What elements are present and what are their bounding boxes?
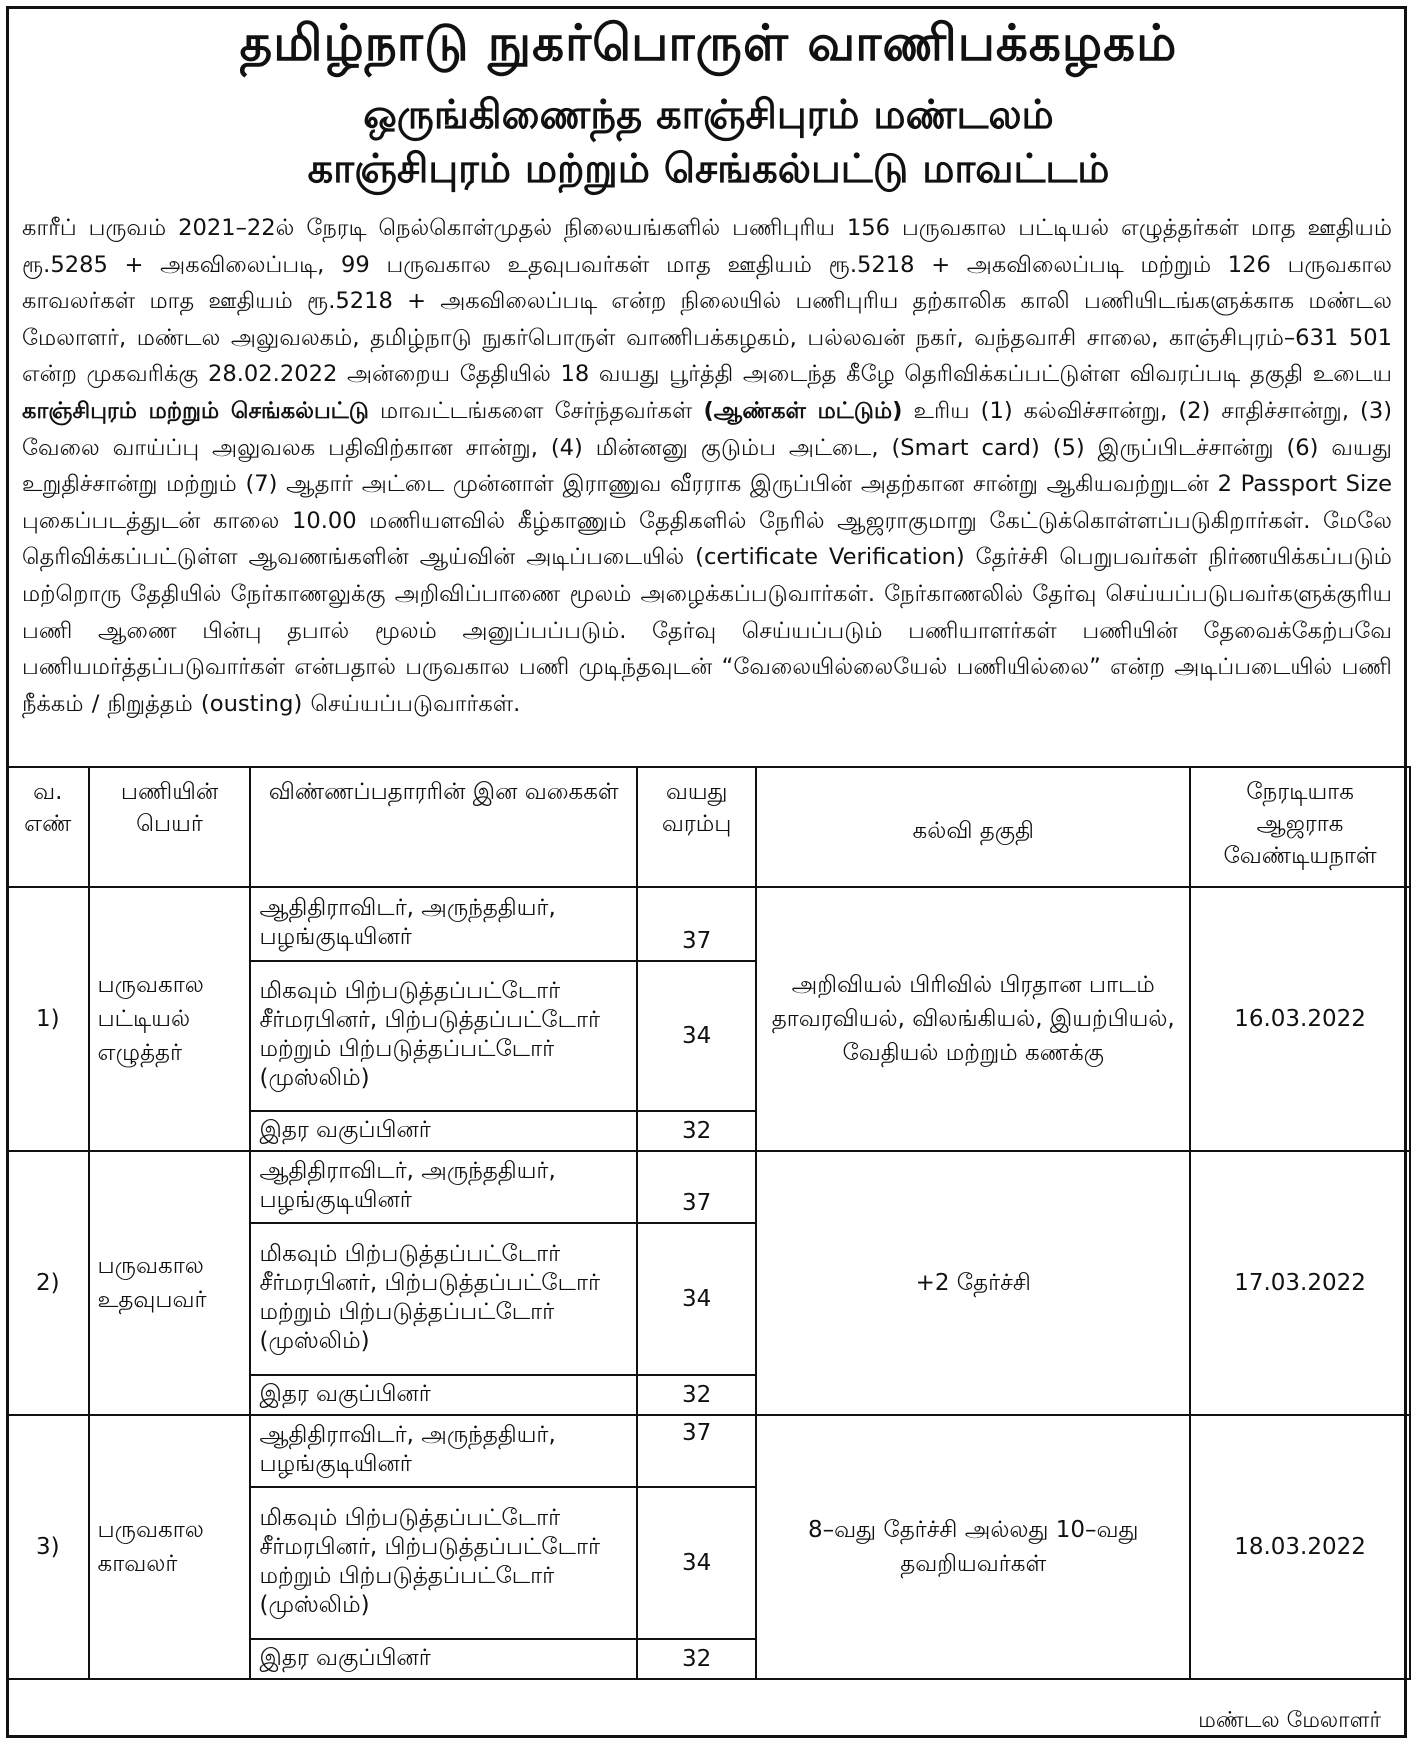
age-cell: 37 xyxy=(637,1415,756,1487)
age-cell: 34 xyxy=(637,1223,756,1375)
header-post: பணியின் பெயர் xyxy=(89,767,251,887)
row-sno: 1) xyxy=(7,887,89,1151)
category-cell: ஆதிதிராவிடர், அருந்ததியர், பழங்குடியினர் xyxy=(250,887,637,961)
row-date: 17.03.2022 xyxy=(1190,1151,1410,1415)
table-row xyxy=(7,1415,1410,1487)
row-post: பருவகால காவலர் xyxy=(89,1415,251,1679)
header-sno: வ. எண் xyxy=(7,767,89,887)
header-age: வயது வரம்பு xyxy=(637,767,756,887)
paragraph-part-2: மாவட்டங்களை சேர்ந்தவர்கள் xyxy=(379,397,693,424)
signature-designation: மண்டல மேலாளர் xyxy=(1198,1708,1381,1733)
paragraph-bold-men-only: (ஆண்கள் மட்டும்) xyxy=(703,397,903,424)
age-cell: 32 xyxy=(637,1111,756,1151)
category-cell: இதர வகுப்பினர் xyxy=(250,1111,637,1151)
age-cell: 37 xyxy=(637,887,756,961)
notice-paragraph xyxy=(22,210,1392,722)
category-cell: ஆதிதிராவிடர், அருந்ததியர், பழங்குடியினர் xyxy=(250,1151,637,1223)
category-cell: மிகவும் பிற்படுத்தப்பட்டோர் சீர்மரபினர், பிற்படுத்தப்பட்டோர் மற்றும் பிற்படுத்தப்பட்டோர் (முஸ்லிம்) xyxy=(250,961,637,1111)
paragraph-part-1: காரீப் பருவம் 2021–22ல் நேரடி நெல்கொள்முதல் நிலையங்களில் பணிபுரிய 156 பருவகால பட்டியல் எழுத்தர்கள் மாத ஊதியம் ரூ.5285 + அகவிலைப்படி, 99 பருவகால உதவுபவர்கள் மாத ஊதியம் ரூ.5218 + அகவிலைப்படி மற்றும் 126 பருவகால காவலர்கள் மாத ஊதியம் ரூ.5218 + அகவிலைப்படி என்ற நிலையில் பணிபுரிய தற்காலிக காலி பணியிடங்களுக்காக மண்டல மேலாளர், மண்டல அலுவலகம், தமிழ்நாடு நுகர்பொருள் வாணிபக்கழகம், பல்லவன் நகர், வந்தவாசி சாலை, காஞ்சிபுரம்–631 501 என்ற முகவரிக்கு 28.02.2022 அன்றைய தேதியில் 18 வயது பூர்த்தி அடைந்த கீழே தெரிவிக்கப்பட்டுள்ள விவரப்படி தகுதி உடைய xyxy=(22,215,1392,388)
age-cell: 32 xyxy=(637,1639,756,1679)
row-date: 16.03.2022 xyxy=(1190,887,1410,1151)
age-cell: 34 xyxy=(637,1487,756,1639)
org-title: தமிழ்நாடு நுகர்பொருள் வாணிபக்கழகம் xyxy=(239,14,1178,72)
table-row xyxy=(7,887,1410,961)
category-cell: ஆதிதிராவிடர், அருந்ததியர், பழங்குடியினர் xyxy=(250,1415,637,1487)
header-date: நேரடியாக ஆஜராக வேண்டியநாள் xyxy=(1190,767,1410,887)
age-cell: 34 xyxy=(637,961,756,1111)
paragraph-bold-districts: காஞ்சிபுரம் மற்றும் செங்கல்பட்டு xyxy=(22,397,369,424)
district-title: காஞ்சிபுரம் மற்றும் செங்கல்பட்டு மாவட்டம் xyxy=(307,146,1110,192)
row-sno: 2) xyxy=(7,1151,89,1415)
paragraph-part-3: உரிய (1) கல்விச்சான்று, (2) சாதிச்சான்று, (3) வேலை வாய்ப்பு அலுவலக பதிவிற்கான சான்று, (4) மின்னனு குடும்ப அட்டை, (Smart card) (5) இருப்பிடச்சான்று (6) வயது உறுதிச்சான்று மற்றும் (7) ஆதார் அட்டை முன்னாள் இராணுவ வீரராக இருப்பின் அதற்கான சான்று ஆகியவற்றுடன் 2 Passport Size புகைப்படத்துடன் காலை 10.00 மணியளவில் கீழ்காணும் தேதிகளில் நேரில் ஆஜராகுமாறு கேட்டுக்கொள்ளப்படுகிறார்கள். மேலே தெரிவிக்கப்பட்டுள்ள ஆவணங்களின் ஆய்வின் அடிப்படையில் (certificate Verification) தேர்ச்சி பெறுபவர்கள் நிர்ணயிக்கப்படும் மற்றொரு தேதியில் நேர்காணலுக்கு அறிவிப்பாணை மூலம் அழைக்கப்படுவார்கள். நேர்காணலில் தேர்வு செய்யப்படுபவர்களுக்குரிய பணி ஆணை பின்பு தபால் மூலம் அனுப்பப்படும். தேர்வு செய்யப்படும் பணியாளர்கள் பணியின் தேவைக்கேற்பவே பணியமர்த்தப்படுவார்கள் என்பதால் பருவகால பணி முடிந்தவுடன் “வேலையில்லையேல் பணியில்லை” என்ற அடிப்படையில் பணி நீக்கம் / நிறுத்தம் (ousting) செய்யப்படுவார்கள். xyxy=(22,397,1393,717)
header-category: விண்ணப்பதாரரின் இன வகைகள் xyxy=(250,767,637,887)
row-education: +2 தேர்ச்சி xyxy=(756,1151,1190,1415)
category-cell: இதர வகுப்பினர் xyxy=(250,1639,637,1679)
row-education: 8–வது தேர்ச்சி அல்லது 10–வது தவறியவர்கள் xyxy=(756,1415,1190,1679)
vacancy-table xyxy=(6,766,1411,1680)
region-title: ஒருங்கிணைந்த காஞ்சிபுரம் மண்டலம் xyxy=(363,92,1054,138)
category-cell: இதர வகுப்பினர் xyxy=(250,1375,637,1415)
row-post: பருவகால பட்டியல் எழுத்தர் xyxy=(89,887,251,1151)
row-date: 18.03.2022 xyxy=(1190,1415,1410,1679)
table-header-row xyxy=(7,767,1410,887)
age-cell: 37 xyxy=(637,1151,756,1223)
category-cell: மிகவும் பிற்படுத்தப்பட்டோர் சீர்மரபினர், பிற்படுத்தப்பட்டோர் மற்றும் பிற்படுத்தப்பட்டோர் (முஸ்லிம்) xyxy=(250,1223,637,1375)
category-cell: மிகவும் பிற்படுத்தப்பட்டோர் சீர்மரபினர், பிற்படுத்தப்பட்டோர் மற்றும் பிற்படுத்தப்பட்டோர் (முஸ்லிம்) xyxy=(250,1487,637,1639)
row-education: அறிவியல் பிரிவில் பிரதான பாடம் தாவரவியல், விலங்கியல், இயற்பியல், வேதியல் மற்றும் கணக்கு xyxy=(756,887,1190,1151)
table-row xyxy=(7,1151,1410,1223)
row-sno: 3) xyxy=(7,1415,89,1679)
age-cell: 32 xyxy=(637,1375,756,1415)
row-post: பருவகால உதவுபவர் xyxy=(89,1151,251,1415)
header-education: கல்வி தகுதி xyxy=(756,767,1190,887)
